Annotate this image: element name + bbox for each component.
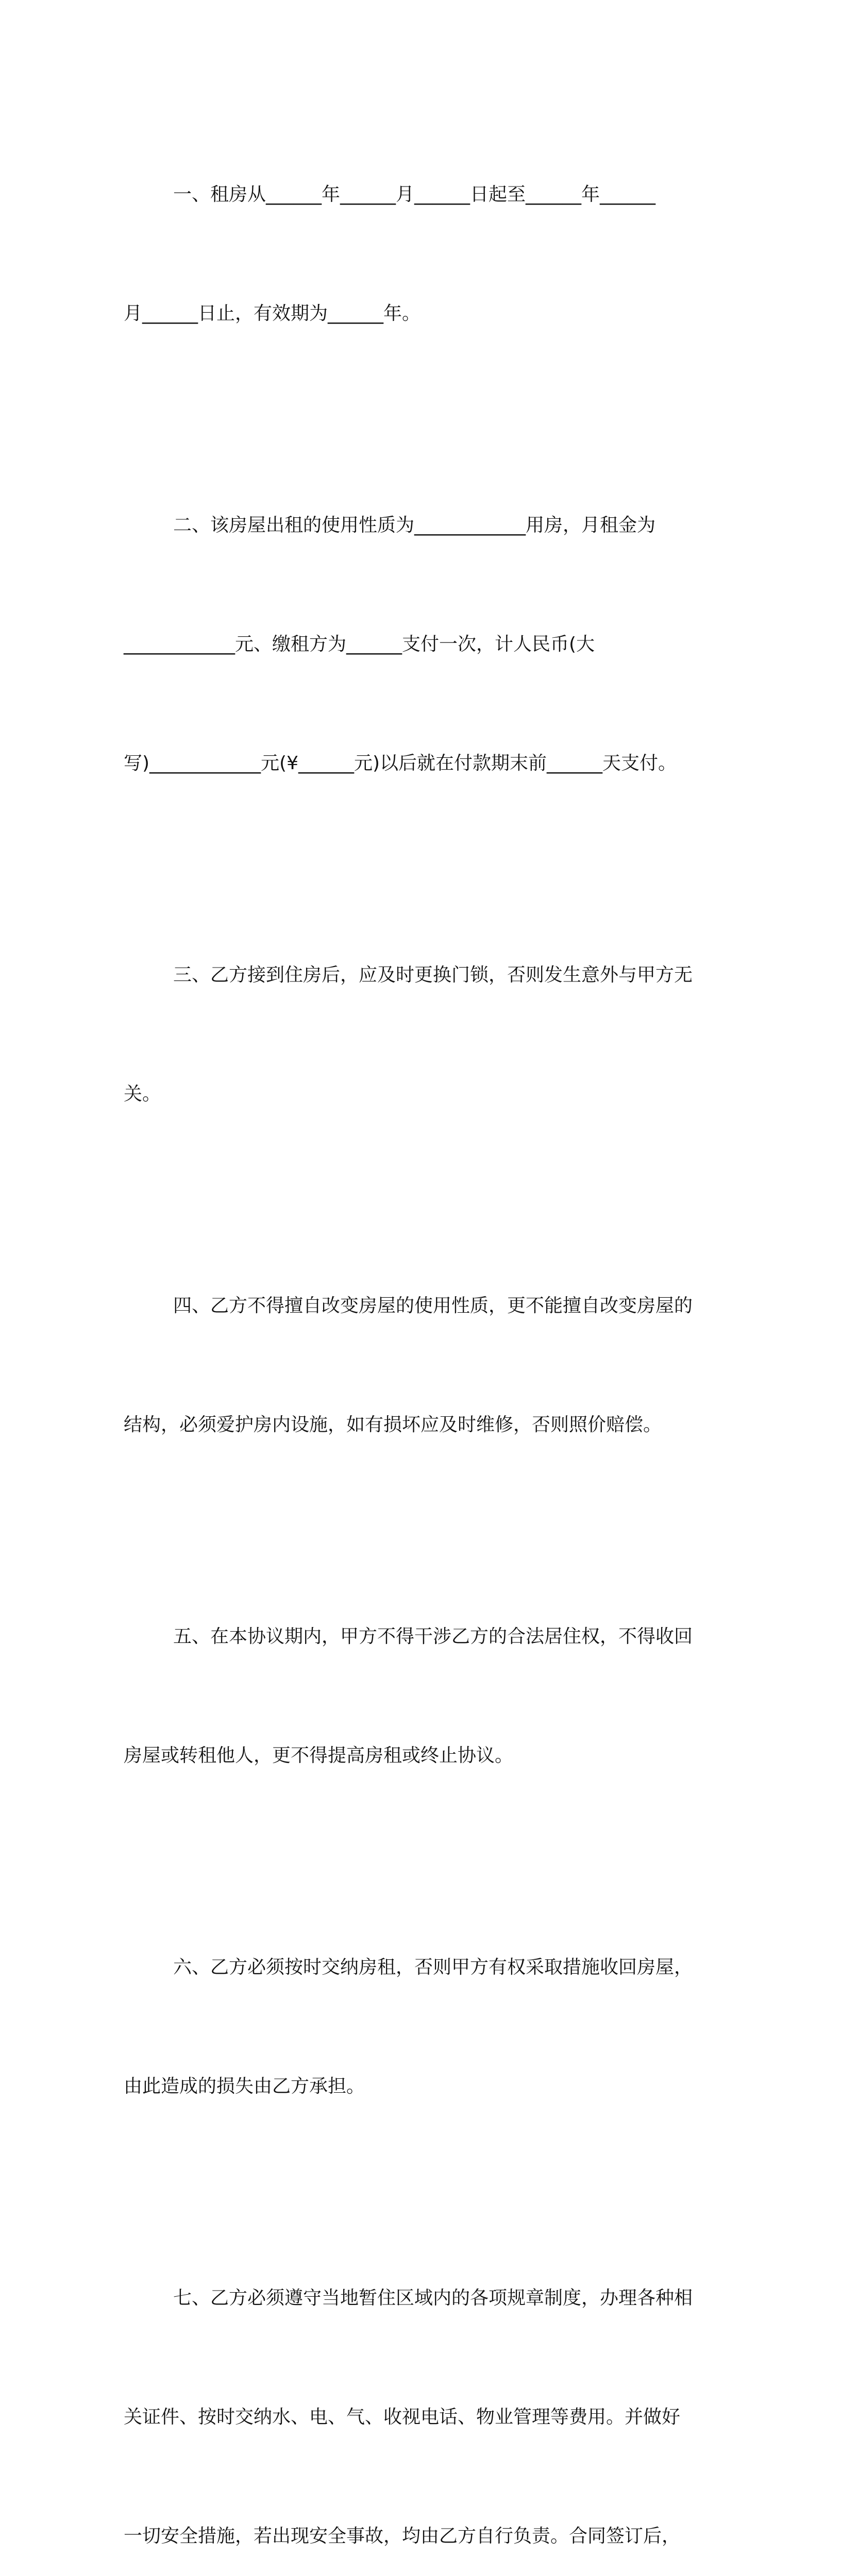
clause-2	[124, 426, 732, 862]
clause-3-line-2: 关。	[124, 1083, 161, 1105]
clause-1-line-1: 一、租房从______年______月______日起至______年______	[173, 184, 656, 205]
clause-1	[124, 95, 732, 413]
clause-4	[124, 1207, 732, 1524]
clause-5-line-1: 五、在本协议期内，甲方不得干涉乙方的合法居住权，不得收回	[173, 1626, 693, 1647]
document-body	[124, 95, 732, 2576]
clause-3	[124, 876, 732, 1193]
clause-4-line-1: 四、乙方不得擅自改变房屋的使用性质，更不能擅自改变房屋的	[173, 1295, 693, 1316]
clause-1-line-2: 月______日止，有效期为______年。	[124, 303, 421, 324]
clause-2-line-3: 写)____________元(¥______元)以后就在付款期末前______天支付。	[124, 753, 677, 774]
clause-6-line-2: 由此造成的损失由乙方承担。	[124, 2076, 365, 2097]
clause-5-line-2: 房屋或转租他人，更不得提高房租或终止协议。	[124, 1745, 514, 1766]
clause-2-line-2: ____________元、缴租方为______支付一次，计人民币(大	[124, 634, 595, 655]
clause-2-line-1: 二、该房屋出租的使用性质为____________用房，月租金为	[173, 515, 656, 536]
clause-6-line-1: 六、乙方必须按时交纳房租，否则甲方有权采取措施收回房屋，	[173, 1957, 693, 1978]
clause-7-line-1: 七、乙方必须遵守当地暂住区域内的各项规章制度，办理各种相	[173, 2287, 693, 2309]
clause-5	[124, 1537, 732, 1855]
clause-3-line-1: 三、乙方接到住房后，应及时更换门锁，否则发生意外与甲方无	[173, 964, 693, 986]
clause-6	[124, 1868, 732, 2185]
clause-7-line-3: 一切安全措施，若出现安全事故，均由乙方自行负责。合同签订后，	[124, 2526, 681, 2547]
clause-7	[124, 2199, 732, 2576]
clause-7-line-2: 关证件、按时交纳水、电、气、收视电话、物业管理等费用。并做好	[124, 2406, 681, 2428]
clause-4-line-2: 结构，必须爱护房内设施，如有损坏应及时维修，否则照价赔偿。	[124, 1414, 662, 1435]
